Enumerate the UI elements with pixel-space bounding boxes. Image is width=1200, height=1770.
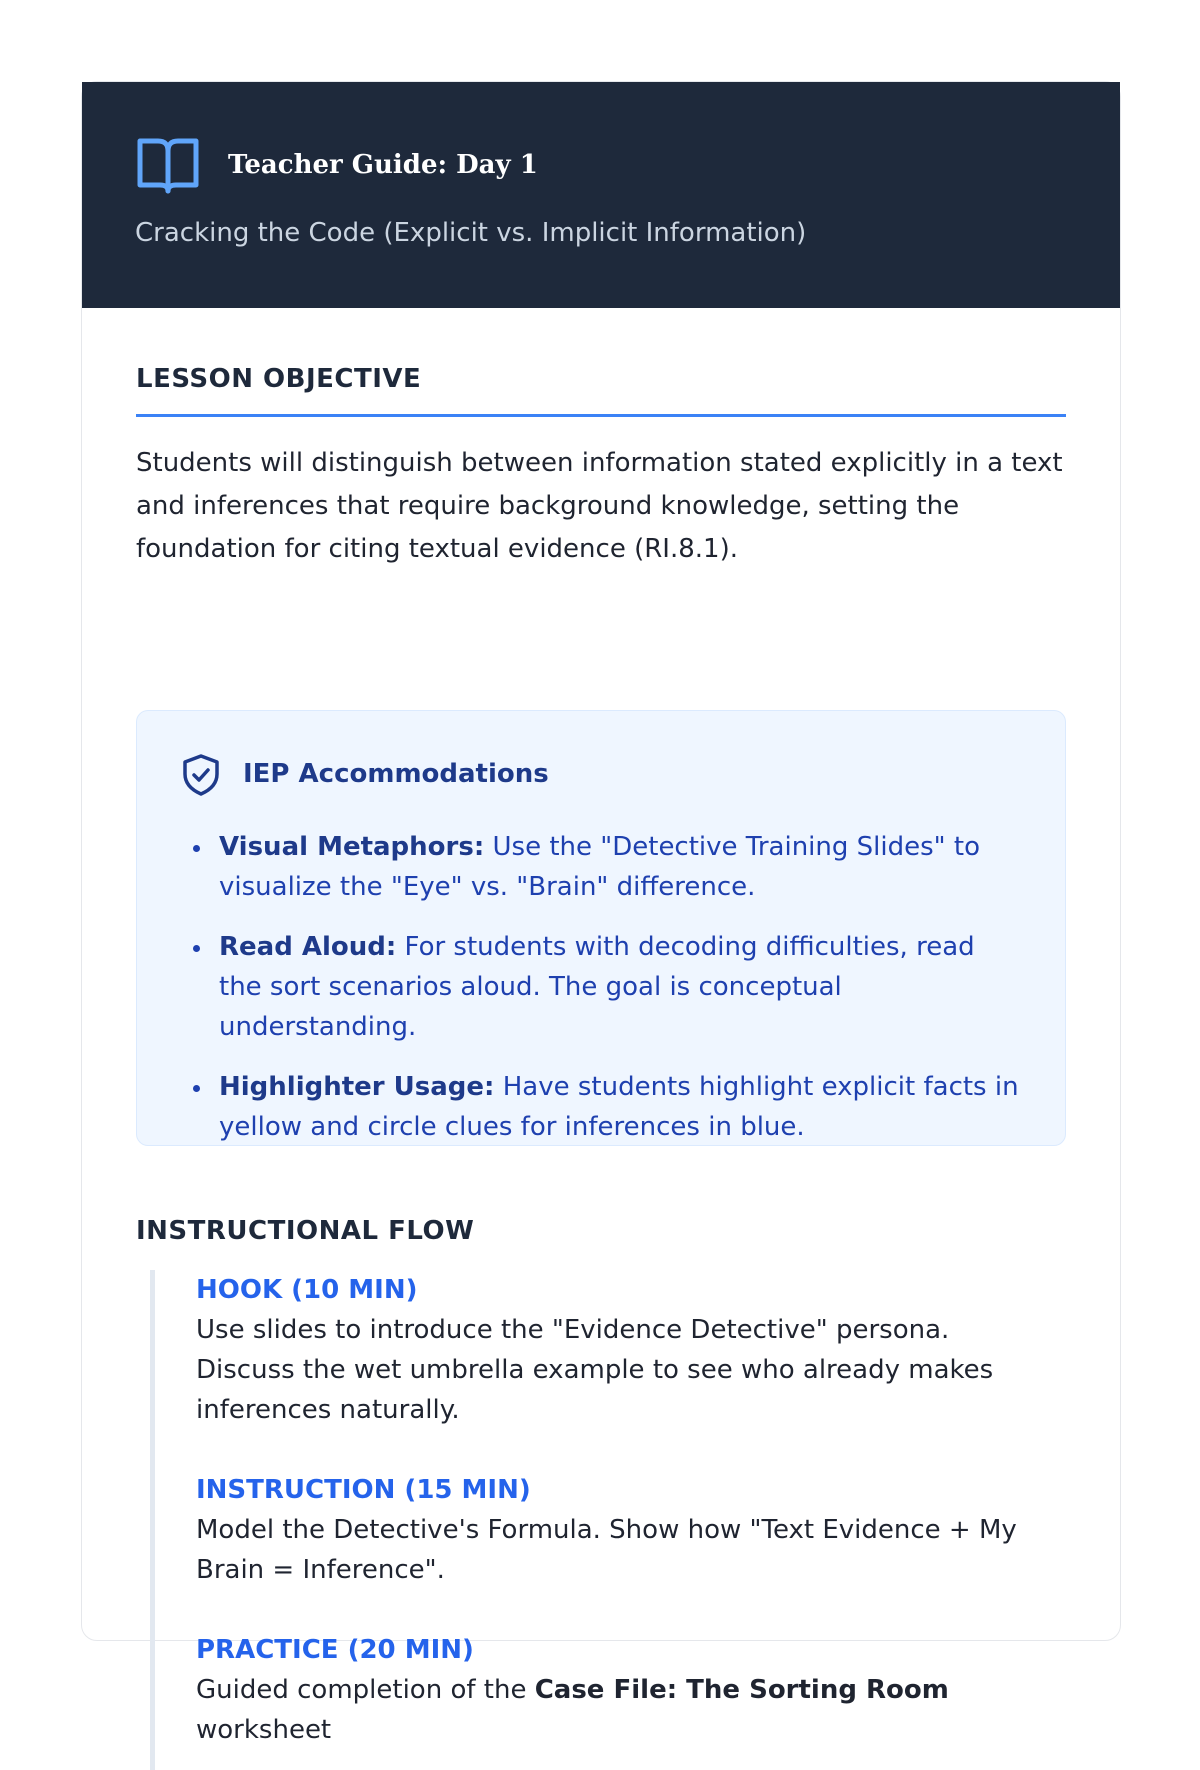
iep-item [219, 927, 1019, 1047]
worksheet-title: Case File: The Sorting Room [534, 1675, 949, 1705]
shield-check-icon [181, 753, 221, 797]
page-subtitle: Cracking the Code (Explicit vs. Implicit Information) [135, 218, 807, 248]
step-text-prefix: Guided completion of the [196, 1675, 535, 1705]
step-label: INSTRUCTION (15 MIN) [196, 1475, 531, 1505]
step-label: PRACTICE (20 MIN) [196, 1635, 474, 1665]
iep-item-text: Use the "Detective Training Slides" to visualize the "Eye" vs. "Brain" difference. [219, 832, 980, 902]
instructional-flow [150, 1270, 1055, 1770]
iep-item-text: For students with decoding difficulties, read the sort scenarios aloud. The goal is conceptual understanding. [219, 932, 975, 1042]
flow-step-instruction [196, 1470, 1056, 1590]
iep-item [219, 827, 1019, 907]
iep-list [219, 827, 1019, 1167]
step-label: HOOK (10 MIN) [196, 1275, 418, 1305]
flow-step-hook [196, 1270, 1056, 1430]
teacher-guide-card [81, 81, 1121, 1745]
step-text [196, 1670, 1056, 1750]
step-text-suffix: worksheet [196, 1715, 332, 1745]
flow-step-practice [196, 1630, 1056, 1750]
page-title: Teacher Guide: Day 1 [228, 150, 538, 180]
iep-item-label: Read Aloud: [219, 932, 397, 962]
step-text: Model the Detective's Formula. Show how "Text Evidence + My Brain = Inference". [196, 1515, 1017, 1585]
card-header [82, 82, 1120, 308]
iep-item [219, 1067, 1019, 1147]
iep-item-label: Highlighter Usage: [219, 1072, 495, 1102]
iep-item-text: Have students highlight explicit facts in yellow and circle clues for inferences in blue. [219, 1072, 1019, 1142]
objective-heading: LESSON OBJECTIVE [136, 364, 422, 394]
iep-accommodations-box [136, 710, 1066, 1146]
book-open-icon [136, 137, 200, 195]
iep-title: IEP Accommodations [243, 759, 549, 789]
objective-text: Students will distinguish between information stated explicitly in a text and inferences that require background knowledge, setting the foundation for citing textual evidence (RI.8.1). [136, 448, 1063, 564]
iep-item-label: Visual Metaphors: [219, 832, 485, 862]
step-text: Use slides to introduce the "Evidence Detective" persona. Discuss the wet umbrella example to see who already makes inferences naturally. [196, 1315, 994, 1425]
flow-heading: INSTRUCTIONAL FLOW [136, 1216, 475, 1246]
objective-rule [136, 414, 1066, 417]
